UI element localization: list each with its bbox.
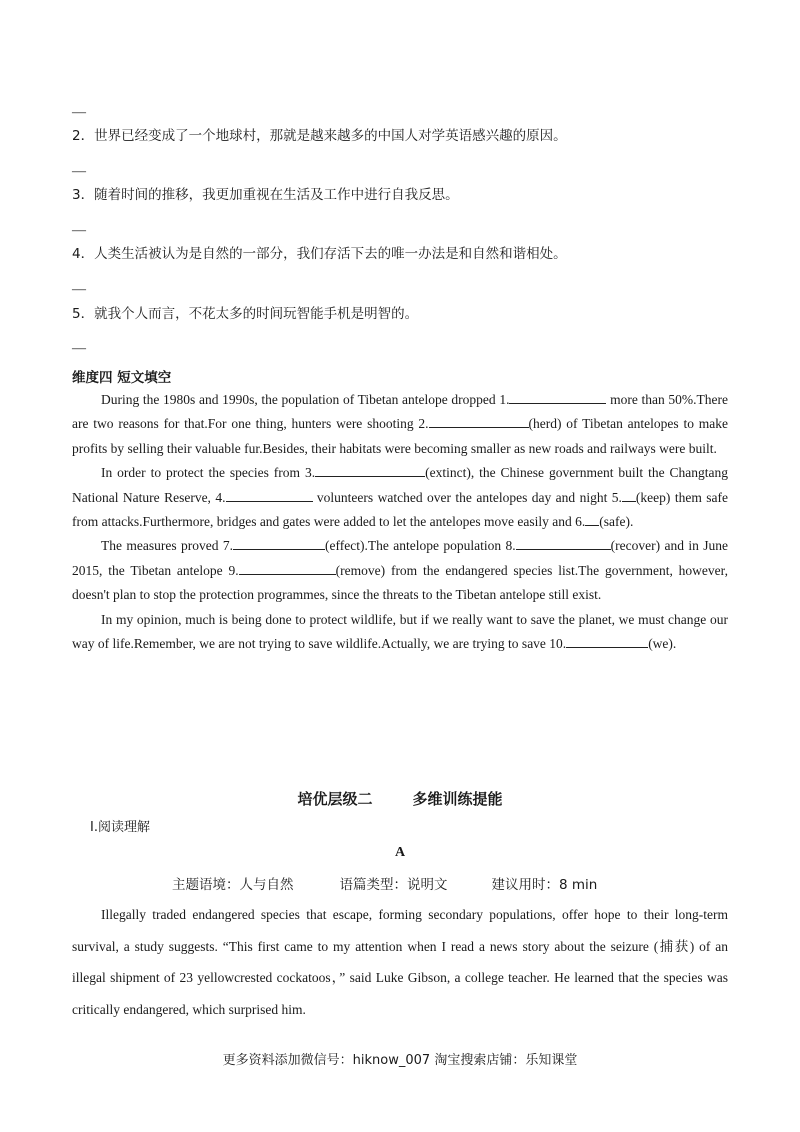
dash-2: —	[72, 164, 86, 179]
passage-meta	[172, 873, 597, 893]
blank-3[interactable]	[315, 462, 425, 477]
blank-10[interactable]	[566, 633, 648, 648]
blank-6[interactable]	[585, 511, 599, 526]
dash-5: —	[72, 341, 86, 356]
footer: 更多资料添加微信号：hiknow_007 淘宝搜索店铺：乐知课堂	[222, 1053, 578, 1068]
cloze-paragraph-2: In order to protect the species from 3. (extinct), the Chinese government built the Changtang National Nature Reserve, 4. volunteers watched over the antelopes day and night 5. (keep) them safe from attacks.Furthermore, bridges and gates were added to let the antelopes move easily and 6. (safe).	[72, 461, 728, 534]
blank-5[interactable]	[622, 487, 636, 502]
blank-9[interactable]	[239, 560, 336, 575]
sentence-2: 2．世界已经变成了一个地球村，那就是越来越多的中国人对学英语感兴趣的原因。	[72, 128, 567, 144]
meta-time: 建议用时：8 min	[491, 877, 598, 893]
reading-paragraph-1: Illegally traded endangered species that escape, forming secondary populations, offer hope to their long-term survival, a study suggests. “This first came to my attention when I read a news story about the seizure (捕获) of an illegal shipment of 23 yellowcrested cockatoos，” said Luke Gibson, a college teacher. He learned that the species was critically endangered, which surprised him.	[72, 907, 728, 1017]
section-4-heading: 维度四 短文填空	[72, 370, 172, 386]
meta-type: 语篇类型：说明文	[339, 877, 448, 893]
blank-8[interactable]	[516, 535, 611, 550]
meta-theme: 主题语境：人与自然	[172, 877, 294, 893]
reading-passage	[72, 899, 728, 1025]
section-title-right: 多维训练提能	[412, 790, 503, 808]
dash-4: —	[72, 282, 86, 297]
dash-1: —	[72, 105, 86, 120]
blank-2[interactable]	[429, 413, 529, 428]
cloze-paragraph-4: In my opinion, much is being done to protect wildlife, but if we really want to save the planet, we must change our way of life.Remember, we are not trying to save wildlife.Actually, we are trying to save 10. (we).	[72, 611, 728, 652]
section-title-left: 培优层级二	[297, 790, 373, 808]
blank-4[interactable]	[226, 487, 313, 502]
sentence-3: 3．随着时间的推移，我更加重视在生活及工作中进行自我反思。	[72, 187, 459, 203]
section-title	[0, 788, 800, 809]
sentence-4: 4．人类生活被认为是自然的一部分，我们存活下去的唯一办法是和自然和谐相处。	[72, 246, 567, 262]
cloze-paragraph-3: The measures proved 7. (effect).The antelope population 8. (recover) and in June 2015, the Tibetan antelope 9. (remove) from the endangered species list.The government, however, doesn't plan to stop the protection programmes, since the threats to the Tibetan antelope still exist.	[72, 534, 728, 607]
sentence-5: 5．就我个人而言，不花太多的时间玩智能手机是明智的。	[72, 306, 419, 322]
dash-3: —	[72, 223, 86, 238]
cloze-passage	[72, 388, 728, 656]
cloze-paragraph-1: During the 1980s and 1990s, the population of Tibetan antelope dropped 1. more than 50%.There are two reasons for that.For one thing, hunters were shooting 2. (herd) of Tibetan antelopes to make profits by selling their valuable fur.Besides, their habitats were becoming smaller as new roads and railways were built.	[72, 388, 728, 461]
blank-1[interactable]	[509, 389, 606, 404]
subsection-label: Ⅰ.阅读理解	[90, 820, 150, 835]
passage-letter: A	[394, 845, 406, 860]
blank-7[interactable]	[233, 535, 325, 550]
